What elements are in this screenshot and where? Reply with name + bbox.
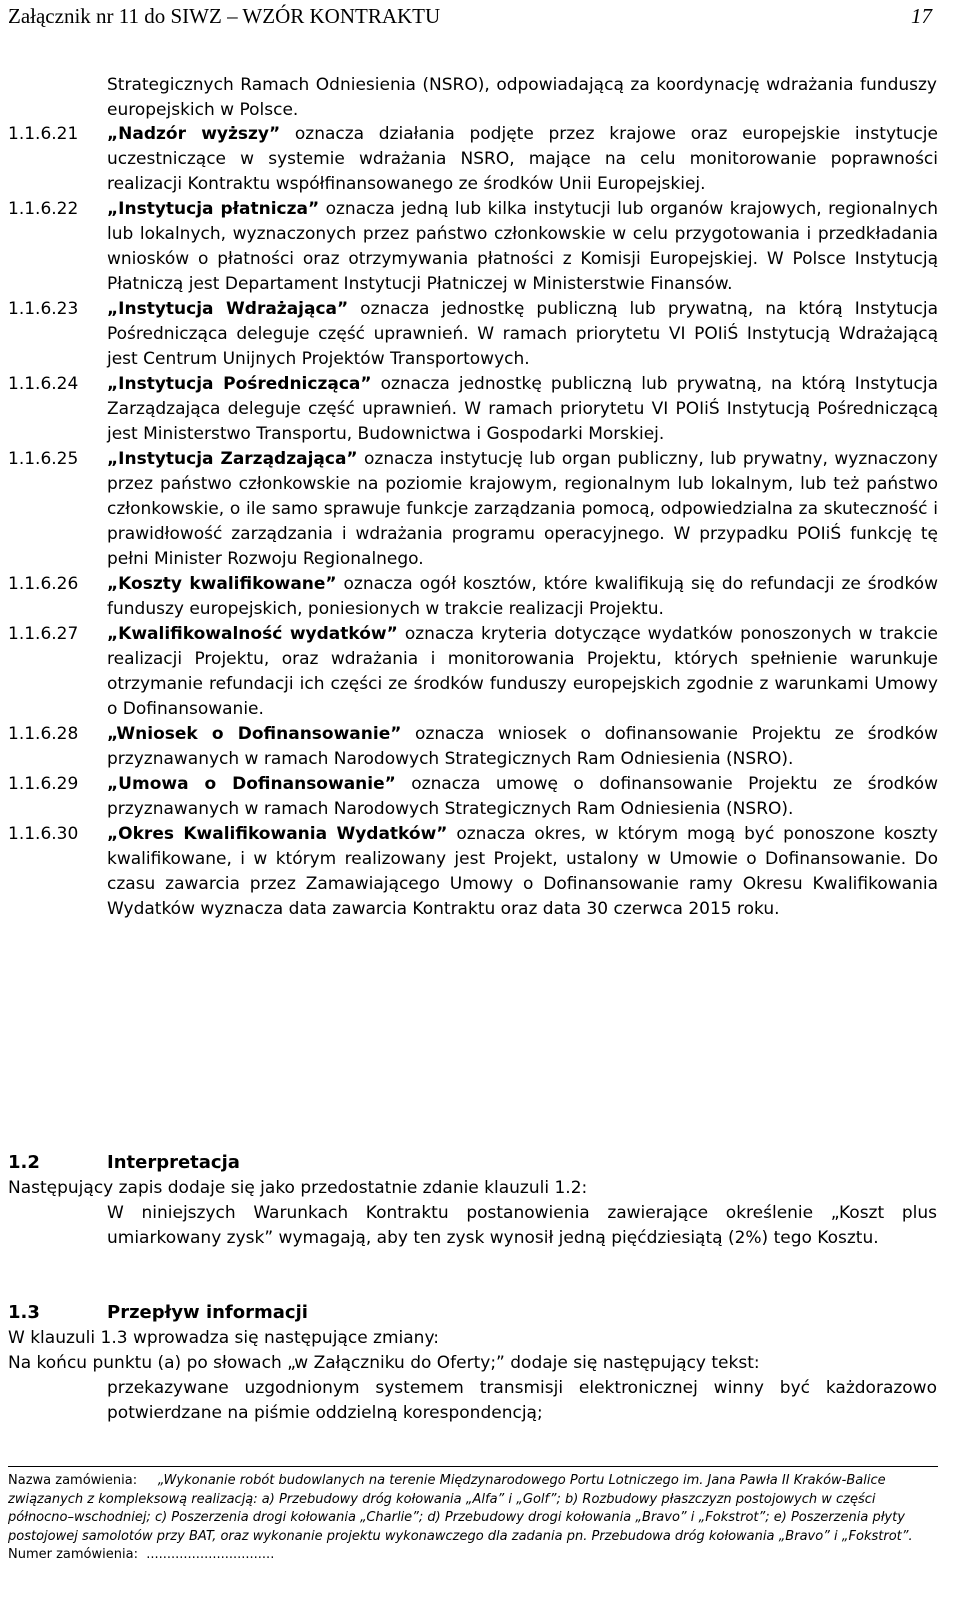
section-heading-1-2 [8,1150,938,1175]
definition-text: oznacza jedną lub kilka instytucji lub organów krajowych, regionalnych lub lokalnych, wyznaczonych przez państwo członkowskie w celu przygotowania i przedkładania wniosków o płatności oraz otrzymywania płatności z Komisji Europejskiej. W Polsce Instytucją Płatniczą jest Departament Instytucji Płatniczej w Ministerstwie Finansów. [107,199,938,294]
section-heading-1-3 [8,1300,938,1325]
definition-text: oznacza ogół kosztów, które kwalifikują się do refundacji ze środków funduszy europejskich, poniesionych w trakcie realizacji Projektu. [107,574,938,619]
definition-text: oznacza działania podjęte przez krajowe oraz europejskie instytucje uczestniczące w systemie wdrażania NSRO, mające na celu monitorowanie poprawności realizacji Kontraktu współfinansowanego ze środków Unii Europejskiej. [107,124,938,194]
definition-term: „Wniosek o Dofinansowanie” [107,724,402,744]
section-1-2-intro: Następujący zapis dodaje się jako przedostatnie zdanie klauzuli 1.2: [8,1178,588,1198]
definition-number: 1.1.6.30 [8,824,79,844]
section-number: 1.2 [8,1152,40,1173]
footer-name-label: Nazwa zamówienia: [8,1473,138,1488]
section-1-2-text: W niniejszych Warunkach Kontraktu postanowienia zawierające określenie „Koszt plus umiarkowany zysk” wymagają, aby ten zysk wynosił jedną pięćdziesiątą (2%) tego Kosztu. [107,1203,937,1248]
definition-term: „Instytucja Zarządzająca” [107,449,358,469]
definition-text: oznacza umowę o dofinansowanie Projektu ze środków przyznawanych w ramach Narodowych Strategicznych Ram Odniesienia (NSRO). [107,774,938,819]
definition-text: oznacza wniosek o dofinansowanie Projektu ze środków przyznawanych w ramach Narodowych Strategicznych Ram Odniesienia (NSRO). [107,724,938,769]
definition-term: „Instytucja Wdrażająca” [107,299,349,319]
definition-number: 1.1.6.28 [8,724,79,744]
footer-order-number [8,1546,938,1565]
definition-term: „Koszty kwalifikowane” [107,574,337,594]
definition-text: oznacza instytucję lub organ publiczny, lub prywatny, wyznaczony przez państwo członkowskie na poziomie krajowym, regionalnym lub lokalnym, lub też państwo członkowskie, o ile samo sprawuje funkcje zarządzania pomocą, odpowiedzialna za skuteczność i prawidłowość zarządzania i wdrażania programu operacyjnego. W przypadku POIiŚ funkcję tę pełni Minister Rozwoju Regionalnego. [107,449,938,569]
definition-number: 1.1.6.23 [8,299,79,319]
definition-term: „Nadzór wyższy” [107,124,281,144]
continuation-paragraph: Strategicznych Ramach Odniesienia (NSRO), odpowiadającą za koordynację wdrażania funduszy europejskich w Polsce. [107,75,937,120]
definition-number: 1.1.6.26 [8,574,79,594]
definition-item [8,722,938,772]
definition-number: 1.1.6.25 [8,449,79,469]
definition-term: „Umowa o Dofinansowanie” [107,774,396,794]
footer-name-value: „Wykonanie robót budowlanych na terenie Międzynarodowego Portu Lotniczego im. Jana Pawła II Kraków-Balice związanych z kompleksową realizacją: a) Przebudowy dróg kołowania „Alfa” i „Golf”; b) Rozbudowy płaszczyzn postojowych w części północno–wschodniej; c) Poszerzenia drogi kołowania „Charlie”; d) Przebudowy drogi kołowania „Bravo” i „Fokstrot”; e) Poszerzenia płyty postojowej samolotów przy BAT, oraz wykonanie projektu wykonawczego dla zadania pn. Przebudowa dróg kołowania „Bravo” i „Fokstrot”. [8,1473,913,1544]
definition-item [8,372,938,447]
definition-term: „Kwalifikowalność wydatków” [107,624,398,644]
header-title: Załącznik nr 11 do SIWZ – WZÓR KONTRAKTU [8,4,441,28]
definition-item [8,622,938,722]
footer-order-name [8,1472,938,1546]
footer-number-label: Numer zamówienia: [8,1547,138,1562]
definition-item [8,772,938,822]
definition-number: 1.1.6.21 [8,124,79,144]
footer-number-value: ............................... [146,1547,275,1562]
page-footer [8,1466,938,1565]
section-1-3-intro: W klauzuli 1.3 wprowadza się następujące zmiany: [8,1328,440,1348]
page-header [8,4,936,34]
section-number: 1.3 [8,1302,40,1323]
definition-text: oznacza jednostkę publiczną lub prywatną, na którą Instytucja Zarządzająca deleguje część uprawnień. W ramach priorytetu VI POIiŚ Instytucją Pośredniczącą jest Ministerstwo Transportu, Budownictwa i Gospodarki Morskiej. [107,374,938,444]
definition-text: oznacza kryteria dotyczące wydatków ponoszonych w trakcie realizacji Projektu, oraz wdrażania i monitorowania Projektu, których spełnienie warunkuje otrzymanie refundacji ich części ze środków funduszy europejskich zgodnie z warunkami Umowy o Dofinansowanie. [107,624,938,719]
page-number: 17 [911,4,932,28]
section-title: Interpretacja [107,1152,240,1173]
definition-item [8,297,938,372]
definition-number: 1.1.6.22 [8,199,79,219]
definition-number: 1.1.6.27 [8,624,79,644]
definition-item [8,822,938,922]
definition-text: oznacza jednostkę publiczną lub prywatną, na którą Instytucja Pośrednicząca deleguje część uprawnień. W ramach priorytetu VI POIiŚ Instytucją Wdrażającą jest Centrum Unijnych Projektów Transportowych. [107,299,938,369]
section-1-3-text: przekazywane uzgodnionym systemem transmisji elektronicznej winny być każdorazowo potwierdzane na piśmie oddzielną korespondencją; [107,1378,937,1423]
definition-number: 1.1.6.29 [8,774,79,794]
definition-number: 1.1.6.24 [8,374,79,394]
definition-item [8,447,938,572]
definitions-list [8,122,938,922]
definition-item [8,122,938,197]
definition-item [8,572,938,622]
definition-term: „Instytucja płatnicza” [107,199,320,219]
section-title: Przepływ informacji [107,1302,308,1323]
definition-term: „Instytucja Pośrednicząca” [107,374,372,394]
definition-text: oznacza okres, w którym mogą być ponoszone koszty kwalifikowane, i w którym realizowany jest Projekt, ustalony w Umowie o Dofinansowanie. Do czasu zawarcia przez Zamawiającego Umowy o Dofinansowanie ramy Okresu Kwalifikowania Wydatków wyznacza data zawarcia Kontraktu oraz data 30 czerwca 2015 roku. [107,824,938,919]
definition-term: „Okres Kwalifikowania Wydatków” [107,824,448,844]
definition-item [8,197,938,297]
section-1-3-intro-2: Na końcu punktu (a) po słowach „w Załączniku do Oferty;” dodaje się następujący tekst: [8,1353,760,1373]
